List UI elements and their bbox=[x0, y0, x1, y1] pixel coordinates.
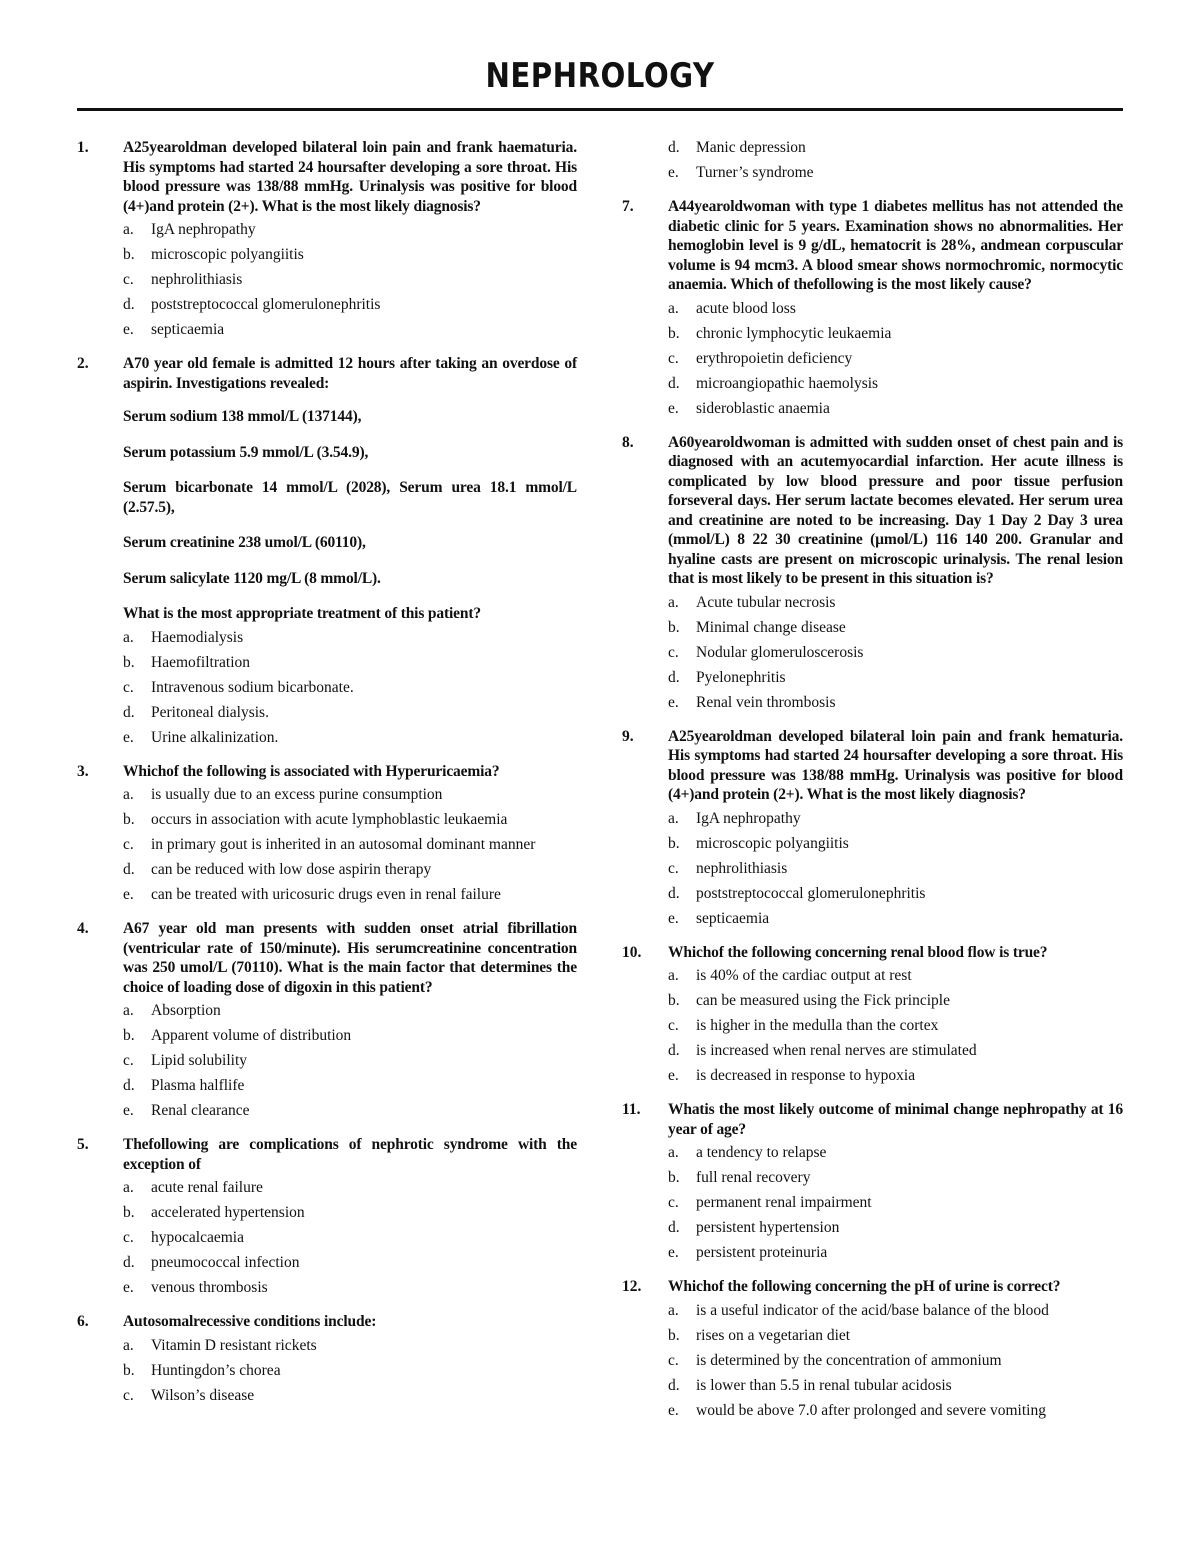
answer-option bbox=[123, 1386, 577, 1406]
option-text: nephrolithiasis bbox=[696, 859, 788, 877]
option-letter: d. bbox=[123, 703, 135, 721]
question-5 bbox=[77, 1135, 577, 1298]
answer-option bbox=[668, 349, 1123, 369]
option-text: chronic lymphocytic leukaemia bbox=[696, 324, 892, 342]
option-letter: c. bbox=[123, 1229, 134, 1246]
option-text: Acute tubular necrosis bbox=[696, 593, 836, 611]
option-letter: d. bbox=[668, 1042, 680, 1059]
option-text: nephrolithiasis bbox=[151, 271, 243, 288]
option-list bbox=[123, 1336, 577, 1406]
answer-option bbox=[668, 1016, 1123, 1036]
option-text: Peritoneal dialysis. bbox=[151, 703, 269, 721]
answer-option bbox=[668, 859, 1123, 879]
option-text: acute renal failure bbox=[151, 1179, 263, 1196]
option-letter: e. bbox=[123, 886, 134, 903]
option-text: in primary gout is inherited in an autosomal dominant manner bbox=[151, 836, 536, 853]
option-letter: d. bbox=[123, 1254, 135, 1271]
answer-option bbox=[668, 399, 1123, 419]
option-letter: d. bbox=[668, 374, 680, 392]
answer-option bbox=[123, 1203, 577, 1223]
option-letter: a. bbox=[668, 593, 679, 611]
question-3 bbox=[77, 762, 577, 906]
option-text: Renal vein thrombosis bbox=[696, 693, 836, 711]
option-letter: c. bbox=[123, 271, 134, 288]
option-text: Intravenous sodium bicarbonate. bbox=[151, 678, 354, 696]
option-text: IgA nephropathy bbox=[151, 221, 256, 238]
option-letter: b. bbox=[123, 1361, 135, 1379]
answer-option bbox=[123, 1051, 577, 1071]
option-letter: d. bbox=[668, 884, 680, 902]
option-list bbox=[668, 299, 1123, 419]
option-text: acute blood loss bbox=[696, 299, 796, 317]
option-letter: b. bbox=[668, 618, 680, 636]
question-detail-line: Serum bicarbonate 14 mmol/L (2028), Serum urea 18.1 mmol/L (2.57.5), bbox=[123, 479, 577, 516]
option-text: is lower than 5.5 in renal tubular acidosis bbox=[696, 1376, 952, 1394]
option-text: microscopic polyangiitis bbox=[696, 834, 849, 852]
left-column bbox=[77, 138, 577, 1420]
answer-option bbox=[123, 785, 577, 805]
option-text: microangiopathic haemolysis bbox=[696, 374, 879, 392]
option-letter: d. bbox=[668, 139, 680, 156]
question-detail-line: Serum sodium 138 mmol/L (137144), bbox=[123, 408, 362, 425]
question-1 bbox=[77, 138, 577, 340]
option-text: accelerated hypertension bbox=[151, 1204, 305, 1221]
answer-option bbox=[668, 618, 1123, 638]
answer-option bbox=[668, 668, 1123, 688]
question-text: A60yearoldwoman is admitted with sudden onset of chest pain and is diagnosed with an acutemyocardial infarction. Her acute illness is complicated by low blood pressure and poor tissue perfusion forseveral days. Her serum lactate becomes elevated. Her serum urea and creatinine are noted to be increasing. Day 1 Day 2 Day 3 urea (mmol/L) 8 22 30 creatinine (µmol/L) 116 140 200. Granular and hyaline casts are present on microscopic urinalysis. The renal lesion that is most likely to be present in this situation is? bbox=[668, 433, 1123, 587]
answer-option bbox=[123, 703, 577, 723]
option-letter: e. bbox=[668, 1401, 679, 1419]
option-letter: b. bbox=[123, 653, 135, 671]
answer-option bbox=[668, 1041, 1123, 1061]
answer-option bbox=[123, 295, 577, 315]
option-text: is 40% of the cardiac output at rest bbox=[696, 967, 912, 984]
option-text: poststreptococcal glomerulonephritis bbox=[151, 296, 381, 313]
option-text: can be treated with uricosuric drugs even in renal failure bbox=[151, 886, 501, 903]
option-letter: b. bbox=[668, 324, 680, 342]
answer-option bbox=[123, 320, 577, 340]
option-text: Lipid solubility bbox=[151, 1052, 248, 1069]
answer-option bbox=[123, 1178, 577, 1198]
answer-option bbox=[123, 728, 577, 748]
option-text: Plasma halflife bbox=[151, 1077, 245, 1094]
option-list bbox=[668, 1301, 1123, 1421]
continued-options-q6 bbox=[622, 138, 1123, 183]
question-8 bbox=[622, 433, 1123, 713]
question-9 bbox=[622, 727, 1123, 929]
answer-option bbox=[668, 1243, 1123, 1263]
question-10 bbox=[622, 943, 1123, 1087]
option-text: Haemofiltration bbox=[151, 653, 250, 671]
option-text: is increased when renal nerves are stimulated bbox=[696, 1042, 977, 1059]
option-letter: a. bbox=[668, 1301, 679, 1319]
option-letter: a. bbox=[668, 967, 679, 984]
question-2 bbox=[77, 354, 577, 748]
option-text: Urine alkalinization. bbox=[151, 728, 279, 746]
question-4 bbox=[77, 919, 577, 1121]
answer-option bbox=[123, 220, 577, 240]
option-letter: c. bbox=[123, 678, 134, 696]
option-text: is determined by the concentration of ammonium bbox=[696, 1351, 1002, 1369]
answer-option bbox=[668, 1168, 1123, 1188]
answer-option bbox=[668, 643, 1123, 663]
option-list bbox=[123, 785, 577, 905]
option-list bbox=[668, 809, 1123, 929]
option-letter: b. bbox=[668, 1326, 680, 1344]
answer-option bbox=[123, 810, 577, 830]
question-number: 2. bbox=[77, 355, 89, 372]
answer-option bbox=[123, 860, 577, 880]
option-text: Minimal change disease bbox=[696, 618, 846, 636]
answer-option bbox=[668, 1401, 1123, 1421]
question-text: A25yearoldman developed bilateral loin pain and frank haematuria. His symptoms had started 24 hoursafter developing a sore throat. His blood pressure was 138/88 mmHg. Urinalysis was positive for blood (4+)and protein (2+). What is the most likely diagnosis? bbox=[123, 139, 577, 215]
answer-option bbox=[668, 299, 1123, 319]
option-list bbox=[123, 1001, 577, 1121]
option-list bbox=[123, 220, 577, 340]
option-letter: b. bbox=[123, 811, 135, 828]
option-letter: c. bbox=[668, 1017, 679, 1034]
option-letter: c. bbox=[668, 1194, 679, 1211]
answer-option bbox=[123, 1336, 577, 1356]
option-text: septicaemia bbox=[696, 909, 770, 927]
option-text: IgA nephropathy bbox=[696, 809, 801, 827]
option-text: Huntingdon’s chorea bbox=[151, 1361, 281, 1379]
answer-option bbox=[123, 1026, 577, 1046]
question-number: 11. bbox=[622, 1101, 641, 1118]
option-letter: d. bbox=[123, 861, 135, 878]
option-list bbox=[668, 966, 1123, 1086]
answer-option bbox=[123, 1001, 577, 1021]
answer-option bbox=[668, 909, 1123, 929]
option-letter: e. bbox=[123, 728, 134, 746]
option-letter: a. bbox=[123, 628, 134, 646]
answer-option bbox=[123, 1278, 577, 1298]
option-text: Haemodialysis bbox=[151, 628, 244, 646]
option-text: Nodular glomeruloscerosis bbox=[696, 643, 864, 661]
answer-option bbox=[668, 1066, 1123, 1086]
option-text: Apparent volume of distribution bbox=[151, 1027, 352, 1044]
question-detail-line: Serum salicylate 1120 mg/L (8 mmol/L). bbox=[123, 569, 381, 587]
option-letter: a. bbox=[123, 786, 134, 803]
question-number: 12. bbox=[622, 1278, 642, 1295]
answer-option bbox=[668, 324, 1123, 344]
answer-option bbox=[668, 809, 1123, 829]
option-letter: b. bbox=[123, 246, 135, 263]
option-letter: d. bbox=[123, 1077, 135, 1094]
option-list bbox=[123, 628, 577, 748]
option-text: is a useful indicator of the acid/base balance of the blood bbox=[696, 1301, 1049, 1319]
option-letter: c. bbox=[123, 1052, 134, 1069]
option-letter: b. bbox=[123, 1204, 135, 1221]
question-text: Whatis the most likely outcome of minimal change nephropathy at 16 year of age? bbox=[668, 1101, 1123, 1138]
option-text: Turner’s syndrome bbox=[696, 164, 814, 181]
option-text: microscopic polyangiitis bbox=[151, 246, 304, 263]
answer-option bbox=[668, 966, 1123, 986]
question-text: A25yearoldman developed bilateral loin pain and frank hematuria. His symptoms had started 24 hoursafter developing a sore throat. His blood pressure was 138/88 mmHg. Urinalysis was positive for blood (4+)and protein (2+). What is the most likely diagnosis? bbox=[668, 727, 1123, 803]
option-text: persistent proteinuria bbox=[696, 1244, 828, 1261]
option-text: is higher in the medulla than the cortex bbox=[696, 1017, 939, 1034]
answer-option bbox=[668, 884, 1123, 904]
answer-option bbox=[668, 1301, 1123, 1321]
question-number: 5. bbox=[77, 1136, 89, 1153]
question-text: Thefollowing are complications of nephrotic syndrome with the exception of bbox=[123, 1136, 577, 1173]
question-text: A70 year old female is admitted 12 hours after taking an overdose of aspirin. Investigations revealed: bbox=[123, 355, 577, 392]
option-letter: d. bbox=[668, 668, 680, 686]
question-detail-line: Serum potassium 5.9 mmol/L (3.54.9), bbox=[123, 443, 369, 461]
answer-option bbox=[668, 834, 1123, 854]
option-letter: c. bbox=[123, 836, 134, 853]
option-text: erythropoietin deficiency bbox=[696, 349, 853, 367]
option-text: can be measured using the Fick principle bbox=[696, 992, 950, 1009]
answer-option bbox=[123, 1228, 577, 1248]
answer-option bbox=[123, 1361, 577, 1381]
option-text: Pyelonephritis bbox=[696, 668, 786, 686]
title-divider bbox=[77, 108, 1123, 111]
option-text: can be reduced with low dose aspirin therapy bbox=[151, 861, 432, 878]
option-text: Renal clearance bbox=[151, 1102, 250, 1119]
answer-option bbox=[668, 1326, 1123, 1346]
option-letter: e. bbox=[123, 1102, 134, 1119]
option-letter: a. bbox=[123, 221, 134, 238]
option-letter: a. bbox=[668, 1144, 679, 1161]
option-letter: a. bbox=[123, 1336, 134, 1354]
option-text: Manic depression bbox=[696, 139, 806, 156]
option-text: rises on a vegetarian diet bbox=[696, 1326, 851, 1344]
option-letter: e. bbox=[668, 693, 679, 711]
answer-option bbox=[123, 835, 577, 855]
option-text: Wilson’s disease bbox=[151, 1386, 255, 1404]
option-letter: d. bbox=[668, 1219, 680, 1236]
option-text: poststreptococcal glomerulonephritis bbox=[696, 884, 926, 902]
question-text: Whichof the following is associated with Hyperuricaemia? bbox=[123, 762, 500, 780]
option-text: pneumococcal infection bbox=[151, 1254, 300, 1271]
option-letter: a. bbox=[668, 299, 679, 317]
option-list bbox=[123, 1178, 577, 1298]
right-column bbox=[622, 138, 1123, 1435]
question-text: A44yearoldwoman with type 1 diabetes mellitus has not attended the diabetic clinic for 5 years. Examination shows no abnormalities. Her hemoglobin level is 9 g/dL, hematocrit is 28%, andmean corpuscular volume is 94 mcm3. A blood smear shows normochromic, normocytic anaemia. Which of thefollowing is the most likely cause? bbox=[668, 198, 1123, 293]
question-number: 10. bbox=[622, 943, 642, 961]
answer-option bbox=[668, 593, 1123, 613]
option-text: is usually due to an excess purine consumption bbox=[151, 786, 443, 803]
question-number: 7. bbox=[622, 198, 634, 215]
option-letter: c. bbox=[123, 1386, 134, 1404]
option-text: would be above 7.0 after prolonged and severe vomiting bbox=[696, 1401, 1046, 1419]
answer-option bbox=[668, 1351, 1123, 1371]
answer-option bbox=[123, 1076, 577, 1096]
question-number: 1. bbox=[77, 139, 89, 156]
answer-option bbox=[123, 245, 577, 265]
option-letter: d. bbox=[123, 296, 135, 313]
answer-option bbox=[668, 1193, 1123, 1213]
option-letter: d. bbox=[668, 1376, 680, 1394]
question-number: 9. bbox=[622, 727, 634, 745]
answer-option bbox=[668, 374, 1123, 394]
option-letter: e. bbox=[668, 1244, 679, 1261]
question-text: Autosomalrecessive conditions include: bbox=[123, 1313, 377, 1330]
option-letter: b. bbox=[668, 834, 680, 852]
option-text: a tendency to relapse bbox=[696, 1144, 827, 1161]
option-letter: e. bbox=[123, 321, 134, 338]
question-detail-line: What is the most appropriate treatment of this patient? bbox=[123, 605, 481, 622]
page-title: NEPHROLOGY bbox=[485, 56, 715, 96]
option-letter: a. bbox=[123, 1002, 134, 1019]
option-letter: c. bbox=[668, 859, 679, 877]
question-12 bbox=[622, 1277, 1123, 1421]
question-number: 6. bbox=[77, 1313, 89, 1330]
option-letter: e. bbox=[668, 164, 679, 181]
option-text: permanent renal impairment bbox=[696, 1194, 872, 1211]
option-letter: c. bbox=[668, 1351, 679, 1369]
answer-option bbox=[668, 138, 1123, 158]
answer-option bbox=[123, 270, 577, 290]
option-text: Absorption bbox=[151, 1002, 221, 1019]
question-11 bbox=[622, 1100, 1123, 1263]
question-number: 3. bbox=[77, 762, 89, 780]
answer-option bbox=[668, 693, 1123, 713]
question-6 bbox=[77, 1312, 577, 1406]
question-7 bbox=[622, 197, 1123, 419]
answer-option bbox=[123, 885, 577, 905]
question-text: Whichof the following concerning the pH of urine is correct? bbox=[668, 1278, 1061, 1295]
option-letter: e. bbox=[668, 399, 679, 417]
option-letter: b. bbox=[123, 1027, 135, 1044]
answer-option bbox=[123, 653, 577, 673]
option-letter: a. bbox=[668, 809, 679, 827]
option-text: occurs in association with acute lymphoblastic leukaemia bbox=[151, 811, 508, 828]
question-detail-line: Serum creatinine 238 umol/L (60110), bbox=[123, 534, 366, 551]
answer-option bbox=[668, 1376, 1123, 1396]
option-letter: e. bbox=[668, 1067, 679, 1084]
option-letter: e. bbox=[668, 909, 679, 927]
answer-option bbox=[123, 1253, 577, 1273]
option-text: venous thrombosis bbox=[151, 1279, 268, 1296]
answer-option bbox=[668, 163, 1123, 183]
option-letter: b. bbox=[668, 1169, 680, 1186]
answer-option bbox=[668, 1143, 1123, 1163]
option-text: persistent hypertension bbox=[696, 1219, 840, 1236]
question-number: 4. bbox=[77, 920, 89, 937]
option-letter: a. bbox=[123, 1179, 134, 1196]
option-text: septicaemia bbox=[151, 321, 225, 338]
answer-option bbox=[668, 1218, 1123, 1238]
option-list bbox=[668, 138, 1123, 183]
option-letter: c. bbox=[668, 349, 679, 367]
question-text: A67 year old man presents with sudden onset atrial fibrillation (ventricular rate of 150/minute). His serumcreatinine concentration was 250 umol/L (70110). What is the main factor that determines the choice of loading dose of digoxin in this patient? bbox=[123, 920, 577, 996]
answer-option bbox=[123, 1101, 577, 1121]
option-list bbox=[668, 593, 1123, 713]
question-text: Whichof the following concerning renal blood flow is true? bbox=[668, 943, 1048, 961]
option-letter: e. bbox=[123, 1279, 134, 1296]
option-text: Vitamin D resistant rickets bbox=[151, 1336, 317, 1354]
answer-option bbox=[123, 628, 577, 648]
answer-option bbox=[123, 678, 577, 698]
option-text: hypocalcaemia bbox=[151, 1229, 244, 1246]
question-number: 8. bbox=[622, 433, 634, 451]
answer-option bbox=[668, 991, 1123, 1011]
option-text: is decreased in response to hypoxia bbox=[696, 1067, 916, 1084]
option-text: full renal recovery bbox=[696, 1169, 811, 1186]
option-letter: c. bbox=[668, 643, 679, 661]
option-list bbox=[668, 1143, 1123, 1263]
option-text: sideroblastic anaemia bbox=[696, 399, 830, 417]
option-letter: b. bbox=[668, 992, 680, 1009]
